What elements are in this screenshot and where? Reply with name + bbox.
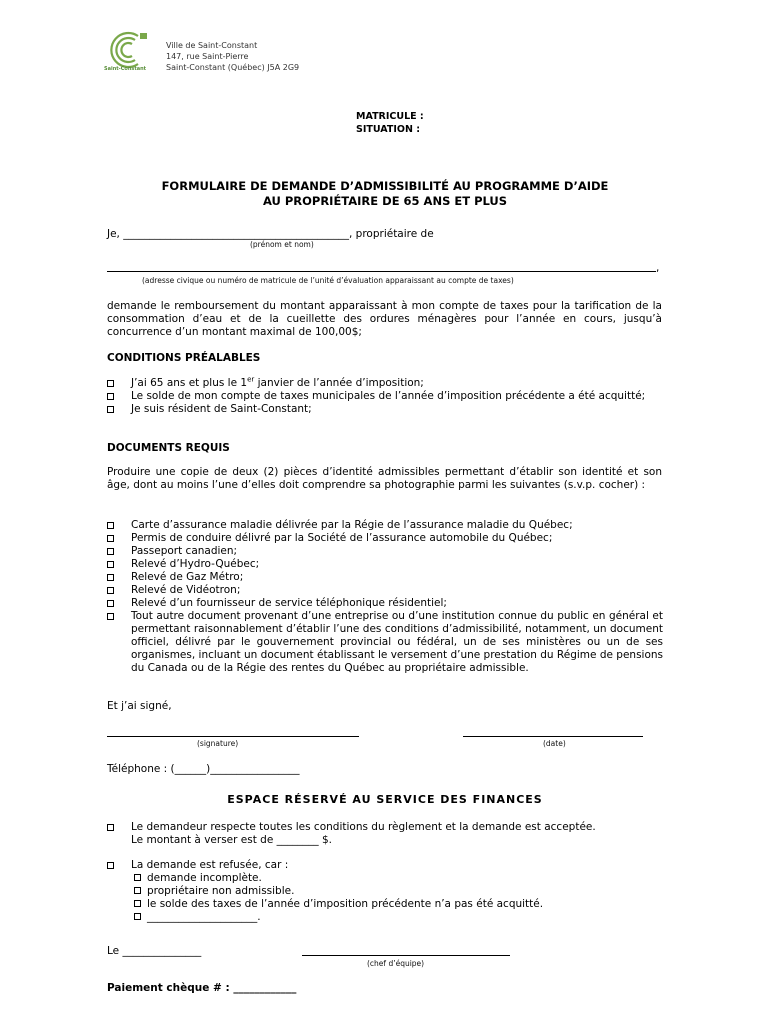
- refused-text: La demande est refusée, car :: [131, 859, 289, 871]
- document-item: Relevé de Vidéotron;: [131, 584, 241, 596]
- document-item: Permis de conduire délivré par la Société de l’assurance automobile du Québec;: [131, 532, 553, 544]
- checkbox[interactable]: [107, 535, 114, 542]
- matricule-block: [356, 110, 424, 136]
- checkbox[interactable]: [107, 406, 114, 413]
- checkbox[interactable]: [134, 913, 141, 920]
- address-caption: (adresse civique ou numéro de matricule de l’unité d’évaluation apparaissant au compte de taxes): [142, 276, 514, 285]
- list-item: [134, 898, 663, 911]
- list-item: [107, 377, 663, 390]
- checkbox[interactable]: [107, 600, 114, 607]
- accepted-line-2: Le montant à verser est de ________ $.: [131, 834, 332, 846]
- title-line-2: AU PROPRIÉTAIRE DE 65 ANS ET PLUS: [262, 194, 508, 208]
- date-caption: (date): [543, 739, 566, 748]
- matricule-label: MATRICULE :: [356, 111, 424, 122]
- document-item: Tout autre document provenant d’une entreprise ou d’une institution connue du public en général et permettant raisonnablement d’établir l’une des conditions d’admissibilité, notamment, un document officiel, délivré par le gouvernement provincial ou fédéral, un de ses ministères ou un de ses organismes, incluant un document établissant le versement d’une prestation du Régime de pensions du Canada ou de la Régie des rentes du Québec au propriétaire admissible.: [131, 610, 663, 674]
- list-item: [134, 872, 663, 885]
- checkbox[interactable]: [107, 561, 114, 568]
- title-line-1: FORMULAIRE DE DEMANDE D’ADMISSIBILITÉ AU PROGRAMME D’AIDE: [161, 179, 609, 193]
- request-paragraph: demande le remboursement du montant apparaissant à mon compte de taxes pour la tarification de la consommation d’eau et de la cueillette des ordures ménagères pour l’année en cours, jusqu’à concurrence d’un montant maximal de 100,00$;: [107, 300, 662, 339]
- address-field-line[interactable]: [107, 271, 656, 272]
- document-item: Relevé d’un fournisseur de service téléphonique résidentiel;: [131, 597, 447, 609]
- signature-field-line[interactable]: [107, 736, 359, 737]
- applicant-name-line[interactable]: Je, ___________________________________________, propriétaire de: [107, 228, 434, 240]
- address-line: Saint-Constant (Québec) J5A 2G9: [166, 63, 300, 72]
- condition-age: J’ai 65 ans et plus le 1er janvier de l’année d’imposition;: [131, 375, 424, 389]
- checkbox[interactable]: [134, 900, 141, 907]
- checkbox[interactable]: [107, 393, 114, 400]
- list-item: [107, 610, 663, 675]
- list-item: [134, 885, 663, 898]
- checkbox[interactable]: [107, 824, 114, 831]
- checkbox[interactable]: [107, 522, 114, 529]
- signed-text: Et j’ai signé,: [107, 700, 172, 712]
- list-item: [107, 821, 663, 847]
- reason-text: propriétaire non admissible.: [147, 885, 295, 897]
- list-item: [134, 911, 663, 924]
- finances-section-title: ESPACE RÉSERVÉ AU SERVICE DES FINANCES: [227, 793, 543, 806]
- address-line-comma: ,: [656, 262, 660, 274]
- checkbox[interactable]: [134, 887, 141, 894]
- list-item: [107, 584, 663, 597]
- paiement-cheque-field[interactable]: Paiement chèque # : ____________: [107, 982, 297, 994]
- list-item: [107, 859, 663, 872]
- address-line: 147, rue Saint-Pierre: [166, 52, 249, 61]
- checkbox[interactable]: [134, 874, 141, 881]
- checkbox[interactable]: [107, 862, 114, 869]
- form-title: [100, 179, 670, 209]
- checkbox[interactable]: [107, 574, 114, 581]
- list-item: [107, 545, 663, 558]
- refusal-reasons: [107, 872, 663, 924]
- document-item: Relevé de Gaz Métro;: [131, 571, 244, 583]
- list-item: [107, 519, 663, 532]
- accepted-line-1: Le demandeur respecte toutes les conditions du règlement et la demande est acceptée.: [131, 821, 596, 833]
- le-date-field[interactable]: Le _______________: [107, 945, 202, 957]
- checkbox[interactable]: [107, 613, 114, 620]
- document-item: Passeport canadien;: [131, 545, 238, 557]
- list-item: [107, 390, 663, 403]
- finances-refused: [107, 859, 663, 924]
- chef-caption: (chef d’équipe): [367, 959, 425, 968]
- finances-accepted: [107, 821, 663, 847]
- documents-list: [107, 519, 663, 675]
- documents-heading: DOCUMENTS REQUIS: [107, 442, 230, 454]
- reason-text: demande incomplète.: [147, 872, 262, 884]
- documents-intro: Produire une copie de deux (2) pièces d’identité admissibles permettant d’établir son identité et son âge, dont au moins l’une d’elles doit comprendre sa photographie parmi les suivantes (s.v.p. cocher) :: [107, 466, 662, 492]
- checkbox[interactable]: [107, 380, 114, 387]
- list-item: [107, 597, 663, 610]
- list-item: [107, 558, 663, 571]
- address-line: Ville de Saint-Constant: [166, 41, 258, 50]
- checkbox[interactable]: [107, 587, 114, 594]
- condition-resident: Je suis résident de Saint-Constant;: [131, 403, 312, 415]
- condition-taxes-paid: Le solde de mon compte de taxes municipales de l’année d’imposition précédente a été acquitté;: [131, 390, 646, 402]
- chef-signature-line[interactable]: [302, 955, 510, 956]
- reason-text: le solde des taxes de l’année d’imposition précédente n’a pas été acquitté.: [147, 898, 544, 910]
- municipal-address: [166, 40, 299, 73]
- date-field-line[interactable]: [463, 736, 643, 737]
- signature-caption: (signature): [197, 739, 239, 748]
- checkbox[interactable]: [107, 548, 114, 555]
- reason-text[interactable]: _____________________.: [147, 911, 261, 923]
- conditions-heading: CONDITIONS PRÉALABLES: [107, 352, 261, 364]
- telephone-field[interactable]: Téléphone : (______)_________________: [107, 763, 300, 775]
- logo-text: Saint-Constant: [104, 66, 147, 72]
- document-item: Relevé d’Hydro-Québec;: [131, 558, 260, 570]
- list-item: [107, 403, 663, 416]
- conditions-list: [107, 377, 663, 416]
- document-item: Carte d’assurance maladie délivrée par la Régie de l’assurance maladie du Québec;: [131, 519, 573, 531]
- situation-label: SITUATION :: [356, 124, 421, 135]
- accepted-text: [131, 821, 663, 847]
- list-item: [107, 571, 663, 584]
- list-item: [107, 532, 663, 545]
- name-caption: (prénom et nom): [250, 240, 314, 249]
